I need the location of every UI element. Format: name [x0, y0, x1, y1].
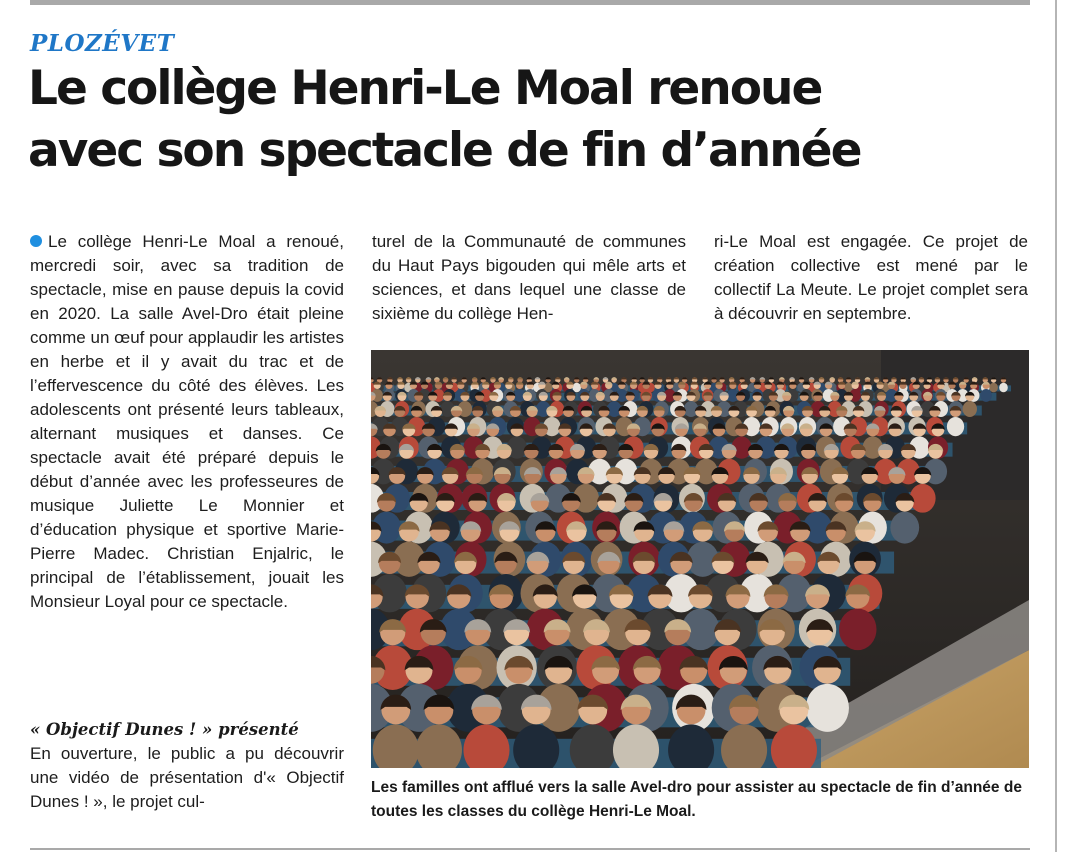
section-paragraph: En ouverture, le public a pu découvrir une vidéo de présentation d'« Objectif Dunes ! », le projet cul- [30, 744, 344, 811]
location-kicker: PLOZÉVET [30, 30, 175, 57]
column-2-paragraph: turel de la Communauté de communes du Haut Pays bigouden qui mêle arts et sciences, et dans lequel une classe de sixième du collège Hen- [372, 232, 686, 323]
headline-line-2: avec son spectacle de fin d’année [28, 123, 861, 178]
text-column-1-continued [30, 742, 344, 814]
article-headline [28, 58, 1028, 182]
section-subhead: « Objectif Dunes ! » présenté [30, 720, 299, 739]
headline-line-1: Le collège Henri-Le Moal renoue [28, 61, 822, 116]
top-rule [30, 0, 1030, 5]
text-column-1 [30, 230, 344, 614]
photo-caption: Les familles ont afflué vers la salle Avel-dro pour assister au spectacle de fin d’année de toutes les classes du collège Henri-Le Moal. [371, 779, 1022, 820]
text-column-3 [714, 230, 1028, 326]
text-column-2 [372, 230, 686, 326]
column-divider [1055, 0, 1057, 852]
column-3-paragraph: ri-Le Moal est engagée. Ce projet de création collective est mené par le collectif La Meute. Le projet complet sera à découvrir en septembre. [714, 232, 1028, 323]
audience-photo [371, 350, 1029, 768]
bottom-rule [30, 848, 1030, 850]
bullet-dot-icon [30, 235, 42, 247]
intro-paragraph-text: Le collège Henri-Le Moal a renoué, mercredi soir, avec sa tradition de spectacle, mise en pause depuis la covid en 2020. La salle Avel-Dro était pleine comme un œuf pour applaudir les artistes en herbe et il y avait du trac et de l’effervescence du côté des élèves. Les adolescents ont présenté leurs tableaux, alternant musiques et danses. Ce spectacle avait été préparé depuis le début d’année avec les professeures de musique Juliette Le Monnier et d’éducation physique et sportive Marie-Pierre Madec. Christian Enjalric, le principal de l’établissement, jouait les Monsieur Loyal pour ce spectacle. [30, 232, 344, 611]
intro-paragraph [30, 230, 344, 614]
